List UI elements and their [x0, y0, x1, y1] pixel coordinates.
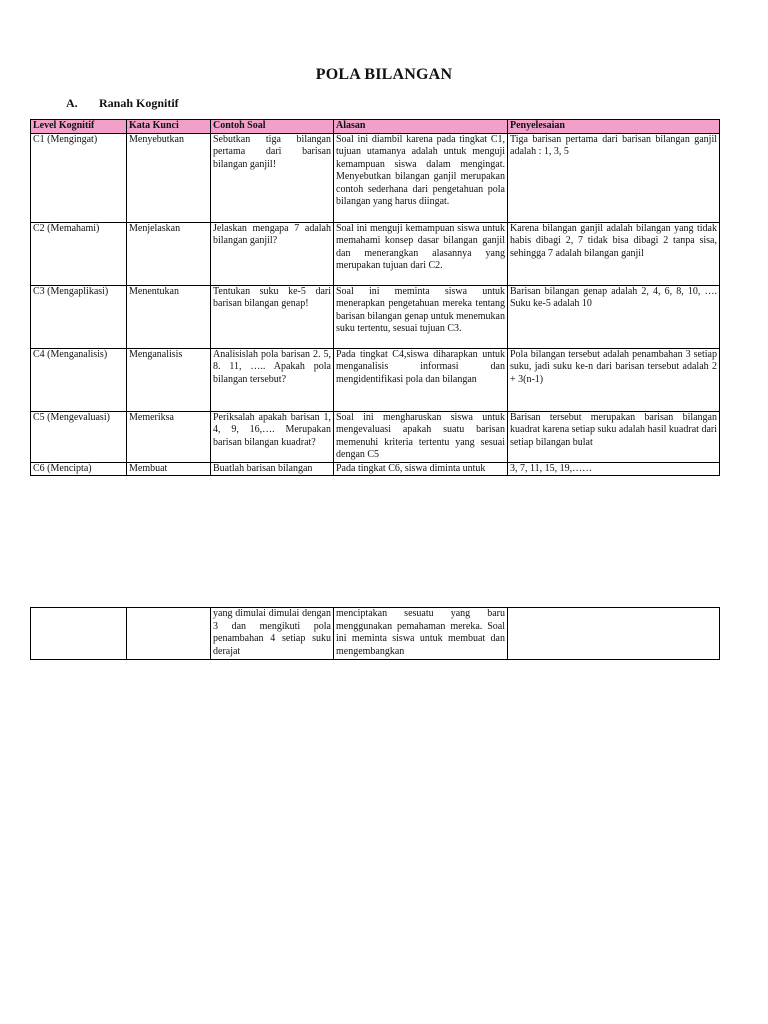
table-row	[31, 462, 720, 476]
cell-contoh-soal: yang dimulai dimulai dengan 3 dan mengikuti pola penambahan 4 setiap suku derajat	[211, 608, 334, 660]
table-row	[31, 411, 720, 462]
cell-penyelesaian: Barisan bilangan genap adalah 2, 4, 6, 8, 10, …. Suku ke-5 adalah 10	[508, 285, 720, 348]
cell-kata-kunci: Menentukan	[127, 285, 211, 348]
section-heading	[66, 96, 179, 111]
cell-level: C6 (Mencipta)	[31, 462, 127, 476]
table-row	[31, 285, 720, 348]
cognitive-table	[30, 119, 720, 476]
cell-kata-kunci: Membuat	[127, 462, 211, 476]
cell-level: C4 (Menganalisis)	[31, 348, 127, 411]
cell-kata-kunci: Memeriksa	[127, 411, 211, 462]
cell-contoh-soal: Sebutkan tiga bilangan pertama dari barisan bilangan ganjil!	[211, 133, 334, 222]
cell-penyelesaian: Karena bilangan ganjil adalah bilangan yang tidak habis dibagi 2, 7 tidak bisa dibagi 2 tanpa sisa, sehingga 7 adalah bilangan ganjil	[508, 222, 720, 285]
header-alasan: Alasan	[334, 120, 508, 134]
section-number: A.	[66, 96, 78, 110]
cell-alasan: Pada tingkat C6, siswa diminta untuk	[334, 462, 508, 476]
cell-alasan: Soal ini mengharuskan siswa untuk mengevaluasi apakah suatu barisan memenuhi kriteria tertentu yang sesuai dengan C5	[334, 411, 508, 462]
header-kata-kunci: Kata Kunci	[127, 120, 211, 134]
table-row	[31, 133, 720, 222]
cell-kata-kunci	[127, 608, 211, 660]
cell-alasan: Pada tingkat C4,siswa diharapkan untuk menganalisis informasi dan mengidentifikasi pola dan bilangan	[334, 348, 508, 411]
header-level: Level Kognitif	[31, 120, 127, 134]
cell-alasan: Soal ini meminta siswa untuk menerapkan pengetahuan mereka tentang barisan bilangan genap untuk menemukan suku tertentu, sesuai tujuan C3.	[334, 285, 508, 348]
cognitive-table-continued	[30, 607, 720, 660]
table-row	[31, 222, 720, 285]
cell-penyelesaian	[508, 608, 720, 660]
table-header-row	[31, 120, 720, 134]
cell-penyelesaian: Barisan tersebut merupakan barisan bilangan kuadrat karena setiap suku adalah hasil kuadrat dari setiap bilangan bulat	[508, 411, 720, 462]
table-row	[31, 608, 720, 660]
cell-contoh-soal: Analisislah pola barisan 2. 5, 8. 11, ….. Apakah pola bilangan tersebut?	[211, 348, 334, 411]
page-title: POLA BILANGAN	[315, 66, 453, 83]
cell-kata-kunci: Menyebutkan	[127, 133, 211, 222]
header-contoh-soal: Contoh Soal	[211, 120, 334, 134]
section-label: Ranah Kognitif	[99, 96, 179, 110]
cell-level: C3 (Mengaplikasi)	[31, 285, 127, 348]
cell-penyelesaian: 3, 7, 11, 15, 19,……	[508, 462, 720, 476]
cell-alasan: Soal ini menguji kemampuan siswa untuk memahami konsep dasar bilangan ganjil dan menerangkan alasannya yang merupakan tujuan dari C2.	[334, 222, 508, 285]
cell-level	[31, 608, 127, 660]
header-penyelesaian: Penyelesaian	[508, 120, 720, 134]
cell-level: C2 (Memahami)	[31, 222, 127, 285]
cell-contoh-soal: Jelaskan mengapa 7 adalah bilangan ganjil?	[211, 222, 334, 285]
cell-alasan: menciptakan sesuatu yang baru menggunakan pemahaman mereka. Soal ini meminta siswa untuk membuat dan mengembangkan	[334, 608, 508, 660]
cell-kata-kunci: Menganalisis	[127, 348, 211, 411]
cell-contoh-soal: Tentukan suku ke-5 dari barisan bilangan genap!	[211, 285, 334, 348]
cell-contoh-soal: Buatlah barisan bilangan	[211, 462, 334, 476]
cell-level: C5 (Mengevaluasi)	[31, 411, 127, 462]
cell-penyelesaian: Tiga barisan pertama dari barisan bilangan ganjil adalah : 1, 3, 5	[508, 133, 720, 222]
cell-alasan: Soal ini diambil karena pada tingkat C1, tujuan utamanya adalah untuk menguji kemampuan siswa dalam mengingat. Menyebutkan bilangan ganjil merupakan contoh sederhana dari pengetahuan pola bilangan yang harus diingat.	[334, 133, 508, 222]
cell-contoh-soal: Periksalah apakah barisan 1, 4, 9, 16,…. Merupakan barisan bilangan kuadrat?	[211, 411, 334, 462]
cell-kata-kunci: Menjelaskan	[127, 222, 211, 285]
table-row	[31, 348, 720, 411]
cell-penyelesaian: Pola bilangan tersebut adalah penambahan 3 setiap suku, jadi suku ke-n dari barisan tersebut adalah 2 + 3(n-1)	[508, 348, 720, 411]
cell-level: C1 (Mengingat)	[31, 133, 127, 222]
